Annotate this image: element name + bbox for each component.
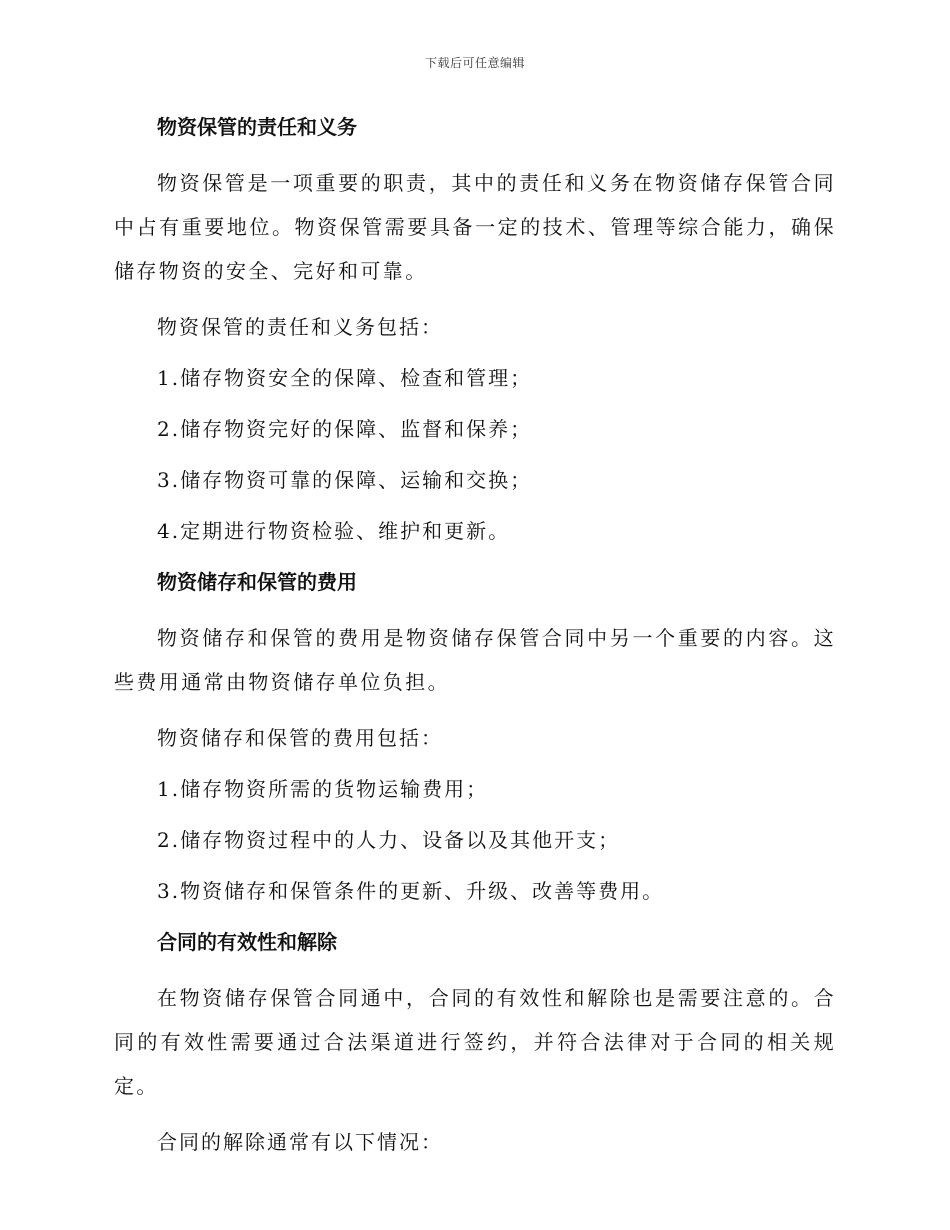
list-item: 2.储存物资过程中的人力、设备以及其他开支； [157,828,621,852]
list-item: 1.储存物资安全的保障、检查和管理； [157,366,533,390]
section-paragraph: 物资储存和保管的费用是物资储存保管合同中另一个重要的内容。这些费用通常由物资储存单位负担。 [114,626,836,694]
list-lead: 合同的解除通常有以下情况： [157,1130,443,1154]
list-item: 4.定期进行物资检验、维护和更新。 [157,519,511,543]
page-header: 下载后可任意编辑 [424,56,525,70]
list-item: 1.储存物资所需的货物运输费用； [157,777,489,801]
section-title-validity: 合同的有效性和解除 [157,930,337,954]
list-item: 3.物资储存和保管条件的更新、升级、改善等费用。 [157,879,665,903]
list-item: 3.储存物资可靠的保障、运输和交换； [157,468,533,492]
section-title-responsibilities: 物资保管的责任和义务 [157,115,357,139]
list-item: 2.储存物资完好的保障、监督和保养； [157,417,533,441]
section-paragraph: 物资保管是一项重要的职责，其中的责任和义务在物资储存保管合同中占有重要地位。物资保管需要具备一定的技术、管理等综合能力，确保储存物资的安全、完好和可靠。 [114,171,836,283]
section-title-fees: 物资储存和保管的费用 [157,570,357,594]
list-lead: 物资保管的责任和义务包括： [157,315,443,339]
section-paragraph: 在物资储存保管合同通中，合同的有效性和解除也是需要注意的。合同的有效性需要通过合法渠道进行签约，并符合法律对于合同的相关规定。 [114,986,836,1098]
list-lead: 物资储存和保管的费用包括： [157,726,443,750]
document-body [114,110,836,1159]
